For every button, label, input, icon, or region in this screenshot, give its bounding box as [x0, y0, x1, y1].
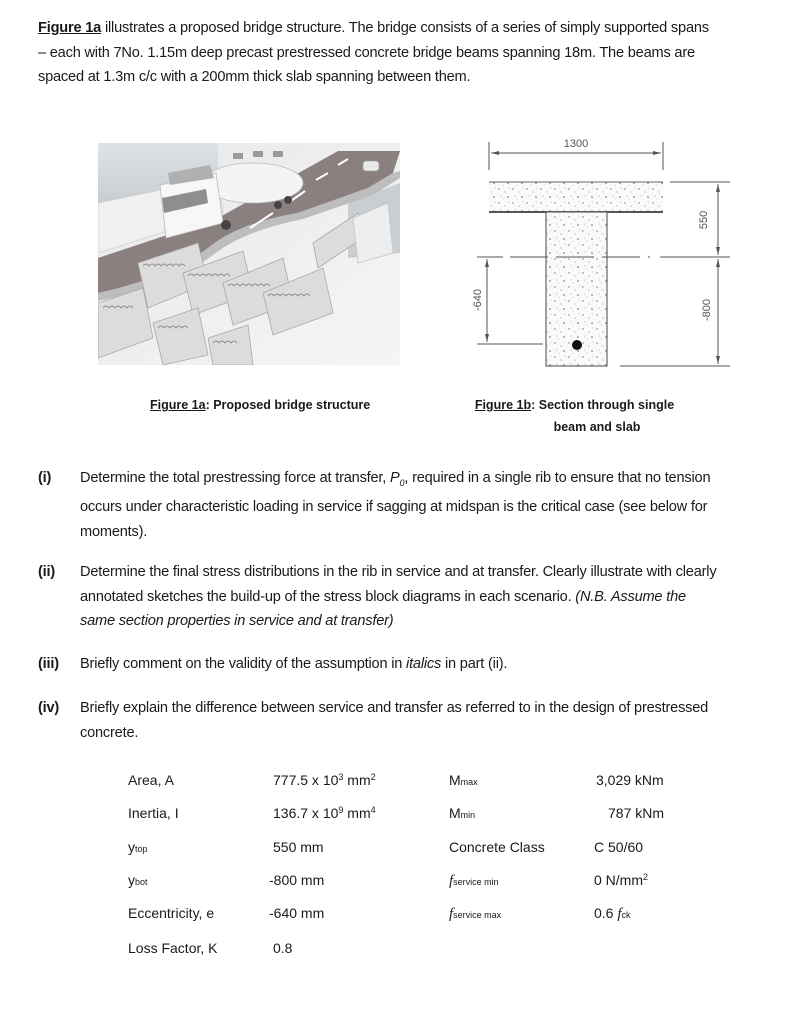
figure-1a-caption-text: : Proposed bridge structure [205, 398, 371, 412]
dim-width-label: 1300 [563, 138, 589, 150]
question-iii [38, 652, 718, 677]
dim-ybot-label: -800 [701, 298, 713, 322]
figure-1a-caption [150, 394, 370, 416]
question-number: (iv) [38, 700, 60, 716]
question-ii [38, 560, 718, 634]
figure-1b-section-drawing [455, 130, 730, 380]
figure-1b-caption-text: : Section through single [531, 398, 675, 412]
question-number: (i) [38, 470, 52, 486]
figure-1a-reference: Figure 1a [38, 20, 102, 36]
assumption-note: (N.B. Assume the same section properties in service and at transfer) [80, 588, 686, 629]
figure-1b-caption [467, 394, 682, 438]
figure-1b-caption-line2: beam and slab [553, 420, 641, 434]
dim-eccentricity-label: -640 [472, 288, 484, 312]
figure-1a-bridge-image [98, 143, 400, 365]
dim-ytop-label: 550 [698, 210, 710, 230]
section-diagram-icon [455, 130, 730, 380]
question-i [38, 466, 718, 544]
intro-text: illustrates a proposed bridge structure. The bridge consists of a series of simply supported spans – each with 7No. 1.15m deep precast prestressed concrete bridge beams spanning 18m. The beams are spaced at 1.3m c/c with a 200mm thick slab spanning between them. [38, 20, 709, 85]
intro-paragraph [38, 16, 718, 90]
question-number: (ii) [38, 564, 56, 580]
figure-1b-caption-ref: Figure 1b [474, 398, 532, 412]
figure-1a-caption-ref: Figure 1a [150, 398, 206, 412]
prestress-force-symbol: $P_0$ [390, 470, 405, 488]
question-text: Briefly comment on the validity of the assumption in italics in part (ii). [80, 656, 508, 672]
question-text: Determine the total prestressing force at transfer, $P_0$, required in a single rib to ensure that no tension occurs under characteristic loading in service if sagging at midspan is the critical case (see below for moments). [80, 470, 711, 540]
question-text: Determine the final stress distributions in the rib in service and at transfer. Clearly illustrate with clearly annotated sketches the build-up of the stress block diagrams in each scenario. (N.B. Assume the same section properties in service and at transfer) [80, 564, 717, 629]
question-text: Briefly explain the difference between service and transfer as referred to in the design of prestressed concrete. [80, 700, 709, 741]
question-iv [38, 696, 718, 745]
question-number: (iii) [38, 656, 59, 672]
bridge-illustration-icon [98, 143, 400, 365]
